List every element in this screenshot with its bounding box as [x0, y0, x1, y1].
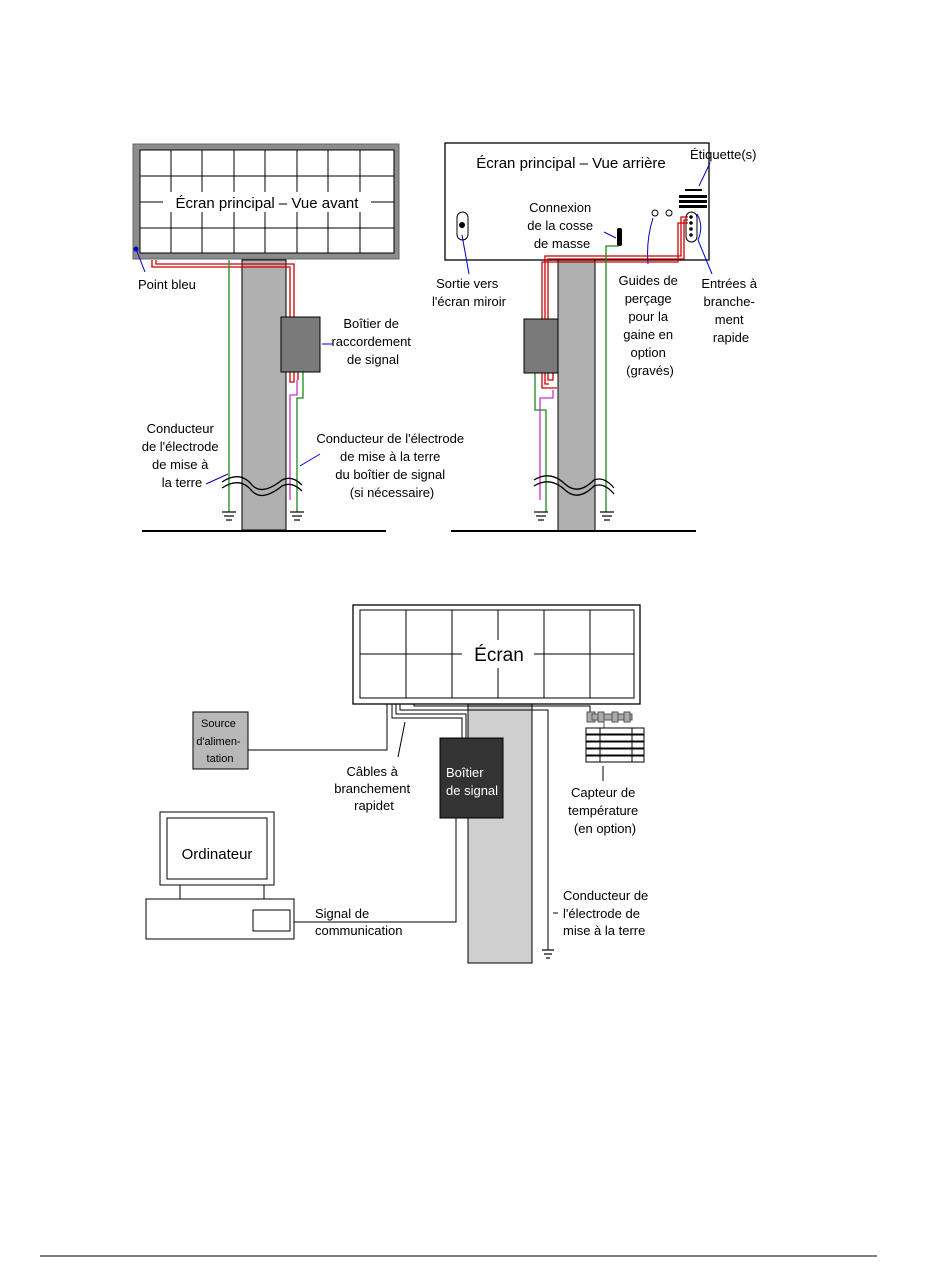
system-ground-symbol: [542, 950, 554, 958]
ground-lug-label: Connexion de la cosse de masse: [527, 200, 594, 251]
rear-view-title: Écran principal – Vue arrière: [476, 155, 666, 172]
mirror-output-label: Sortie vers l'écran miroir: [432, 276, 506, 309]
front-signal-box-label: Boîtier de raccordement de signal: [331, 316, 411, 367]
comm-signal-label: Signal de communication: [315, 906, 403, 938]
front-signal-box: [281, 317, 320, 372]
temp-sensor-icon: [586, 712, 644, 762]
system-view: [146, 605, 652, 963]
power-source-label: Source d'alimen- tation: [196, 718, 241, 765]
cables-label: Câbles à branchement rapidet: [334, 764, 411, 813]
computer-icon: [146, 812, 294, 939]
drill-guides-label: Guides de perçage pour la gaine en option (gravés): [618, 273, 678, 378]
system-display-title: Écran: [474, 645, 524, 666]
rear-view: [432, 143, 761, 531]
front-view: [133, 144, 468, 531]
blue-dot-label: Point bleu: [138, 277, 196, 292]
front-ground-conductor-label: Conducteur de l'électrode de mise à la terre: [141, 421, 219, 490]
quick-connect-cables: [248, 704, 590, 950]
labels-text: Étiquette(s): [690, 147, 757, 162]
quick-connect-label: Entrées à branche- ment rapide: [701, 276, 758, 345]
system-signal-box-label: Boîtier de signal: [446, 765, 499, 798]
front-view-title: Écran principal – Vue avant: [175, 195, 359, 212]
box-ground-conductor-label: Conducteur de l'électrode de mise à la terre du boîtier de signal (si nécessaire): [316, 431, 465, 500]
temp-sensor-label: Capteur de température (en option): [568, 785, 639, 836]
system-ground-conductor-label: Conducteur de l'électrode de mise à la terre: [563, 888, 649, 938]
rear-signal-box: [524, 319, 558, 373]
computer-label: Ordinateur: [181, 846, 253, 863]
